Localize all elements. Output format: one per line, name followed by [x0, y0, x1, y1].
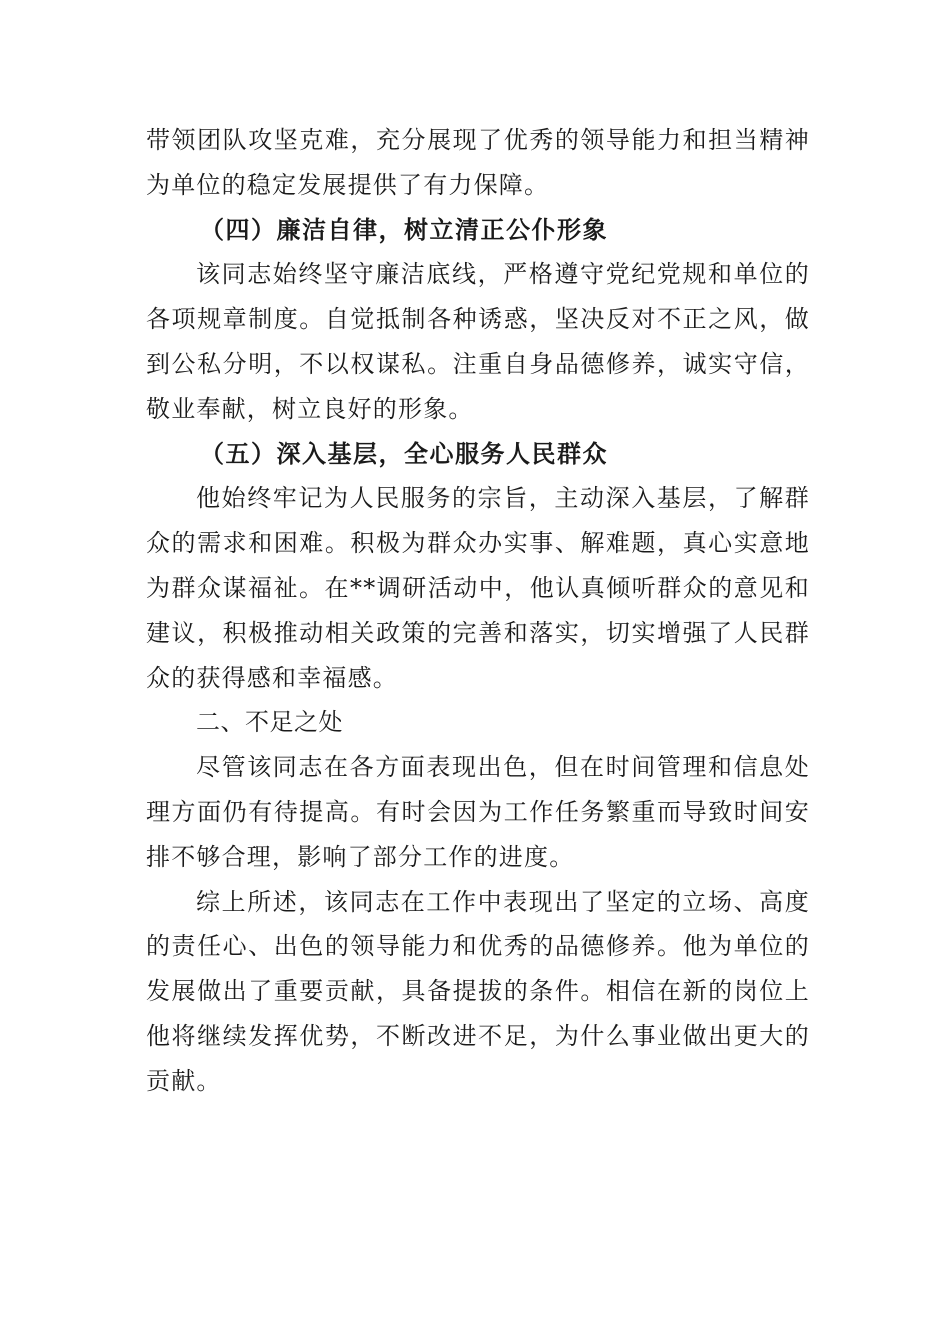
- paragraph-line: 他将继续发挥优势，不断改进不足，为什么事业做出更大的: [146, 1021, 810, 1050]
- paragraph-line: 该同志始终坚守廉洁底线，严格遵守党纪党规和单位的: [196, 260, 810, 289]
- paragraph-line: 尽管该同志在各方面表现出色，但在时间管理和信息处: [196, 753, 810, 782]
- paragraph-line: 敬业奉献，树立良好的形象。: [146, 394, 474, 423]
- paragraph-line: 众的获得感和幸福感。: [146, 663, 398, 692]
- paragraph-line: 综上所述，该同志在工作中表现出了坚定的立场、高度: [196, 887, 810, 916]
- subsection-heading-five: （五）深入基层，全心服务人民群众: [200, 438, 608, 468]
- paragraph-line: 为群众谋福祉。在**调研活动中，他认真倾听群众的意见和: [146, 573, 810, 602]
- paragraph-line: 贡献。: [146, 1066, 222, 1095]
- section-heading-shortcomings: 二、不足之处: [196, 708, 343, 737]
- paragraph-line: 他始终牢记为人民服务的宗旨，主动深入基层，了解群: [196, 484, 810, 513]
- paragraph-line: 发展做出了重要贡献，具备提拔的条件。相信在新的岗位上: [146, 977, 810, 1006]
- paragraph-line: 众的需求和困难。积极为群众办实事、解难题，真心实意地: [146, 529, 810, 558]
- paragraph-line: 为单位的稳定发展提供了有力保障。: [146, 170, 550, 199]
- paragraph-line: 理方面仍有待提高。有时会因为工作任务繁重而导致时间安: [146, 797, 810, 826]
- paragraph-line: 的责任心、出色的领导能力和优秀的品德修养。他为单位的: [146, 932, 810, 961]
- paragraph-line: 带领团队攻坚克难，充分展现了优秀的领导能力和担当精神: [146, 126, 810, 154]
- subsection-heading-four: （四）廉洁自律，树立清正公仆形象: [200, 214, 608, 244]
- paragraph-line: 排不够合理，影响了部分工作的进度。: [146, 842, 575, 871]
- paragraph-line: 建议，积极推动相关政策的完善和落实，切实增强了人民群: [146, 618, 810, 647]
- paragraph-line: 到公私分明，不以权谋私。注重自身品德修养，诚实守信，: [146, 349, 810, 378]
- paragraph-line: 各项规章制度。自觉抵制各种诱惑，坚决反对不正之风，做: [146, 305, 810, 334]
- document-body: [146, 118, 810, 1104]
